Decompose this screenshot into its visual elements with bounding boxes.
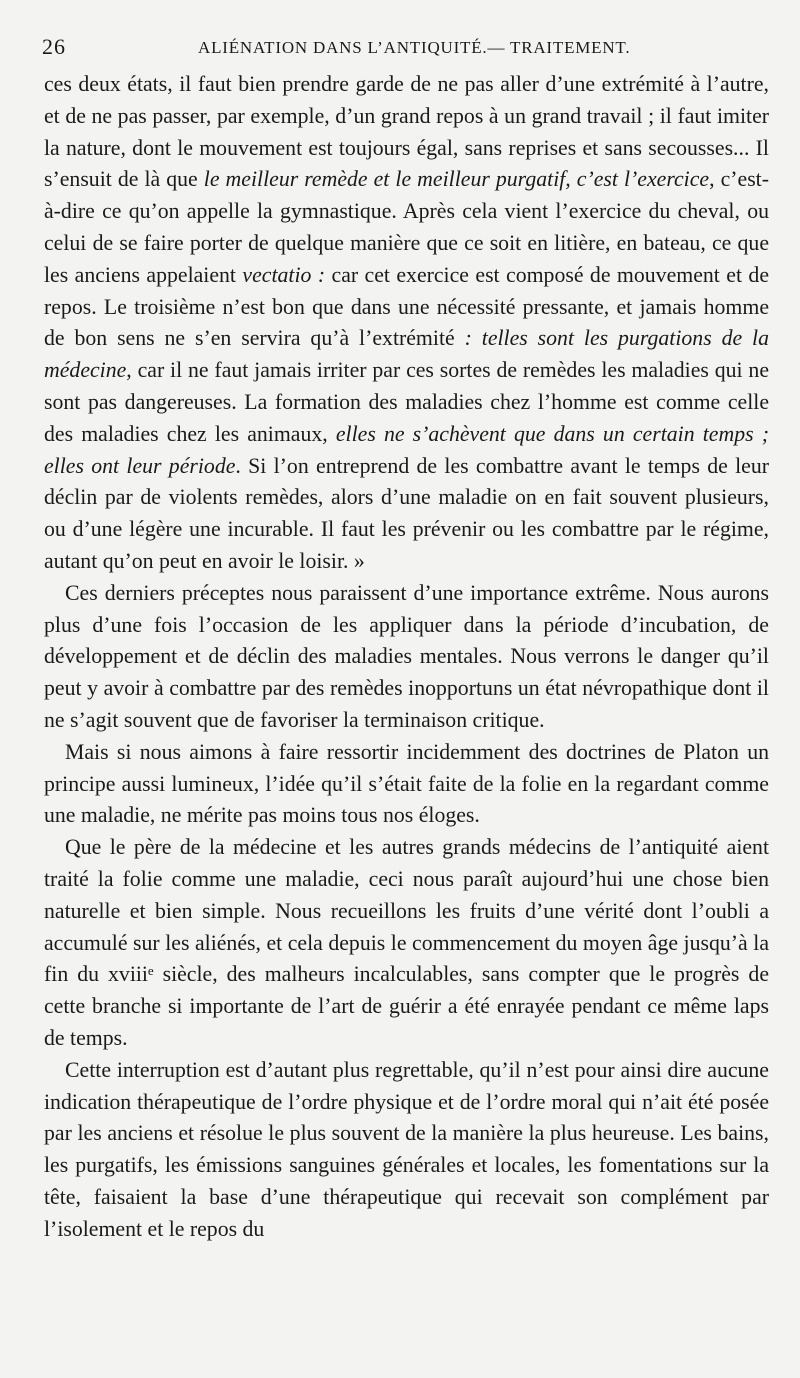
text-segment: . Si l’on entreprend de les combattre avant le temps de leur déclin par de violents remèdes, alors d’une maladie on en fait souvent plusieurs, ou d’une légère une incurable. Il faut les prévenir ou les combattre par le régime, autant qu’on peut en avoir le loisir. » — [44, 453, 769, 573]
text-segment: , c’est-à-dire ce qu’on appelle la gymnastique. Après cela vient l’exercice du cheval, ou celui de se faire porter de quelque manière que ce soit en litière, en bateau, ce que les anciens appelaient — [44, 167, 769, 287]
italic-phrase: : telles sont les purgations de la médecine — [44, 326, 770, 383]
paragraph: Mais si nous aimons à faire ressortir incidemment des doctrines de Platon un principe aussi lumineux, l’idée qu’il s’était faite de la folie en la regardant comme une maladie, ne mérite pas moins tous nos éloges. — [44, 739, 769, 828]
text-column — [44, 69, 769, 1245]
text-segment: , car il ne faut jamais irriter par ces sortes de remèdes les maladies qui ne sont pas dangereuses. La formation des maladies chez l’homme est comme celle des maladies chez les animaux, — [44, 358, 769, 446]
paragraph: Ces derniers préceptes nous paraissent d’une importance extrême. Nous aurons plus d’une fois l’occasion de les appliquer dans la période d’incubation, de développement et de déclin des maladies mentales. Nous verrons le danger qu’il peut y avoir à combattre par des remèdes inopportuns un état névropathique dont il ne s’agit souvent que de favoriser la terminaison critique. — [44, 580, 769, 732]
paragraph: Cette interruption est d’autant plus regrettable, qu’il n’est pour ainsi dire aucune indication thérapeutique de l’ordre physique et de l’ordre moral qui n’ait été posée par les anciens et résolue le plus souvent de la manière la plus heureuse. Les bains, les purgatifs, les émissions sanguines générales et locales, les fomentations sur la tête, faisaient la base d’une thérapeutique qui recevait son complément par l’isolement et le repos du — [44, 1057, 769, 1241]
running-head — [40, 34, 760, 64]
text-segment: ces deux états, il faut bien prendre garde de ne pas aller d’une extrémité à l’autre, et de ne pas passer, par exemple, d’un grand repos à un grand travail ; il faut imiter la nature, dont le mouvement est toujours égal, sans reprises et sans secousses... Il s’ensuit de là que — [44, 72, 769, 192]
italic-phrase: le meilleur remède et le meilleur purgatif, c’est l’exercice — [203, 167, 710, 192]
page-number: 26 — [42, 34, 66, 59]
italic-phrase: elles ne s’achèvent que dans un certain temps ; elles ont leur période — [44, 421, 769, 478]
text-segment: car cet exercice est composé de mouvement et de repos. Le troisième n’est bon que dans une nécessité pressante, et jamais homme de bon sens ne s’en servira qu’à l’extrémité — [44, 262, 769, 351]
running-title: ALIÉNATION DANS L’ANTIQUITÉ.— TRAITEMENT. — [198, 38, 631, 57]
paragraph-quote-continuation — [44, 69, 769, 578]
italic-term: vectatio : — [242, 262, 326, 287]
paragraph: Que le père de la médecine et les autres grands médecins de l’antiquité aient traité la folie comme une maladie, ceci nous paraît aujourd’hui une chose bien naturelle et bien simple. Nous recueillons les fruits d’une vérité dont l’oubli a accumulé sur les aliénés, et cela depuis le commencement du moyen âge jusqu’à la fin du xviiiᵉ siècle, des malheurs incalculables, sans compter que le progrès de cette branche si importante de l’art de guérir a été enrayée pendant ce même laps de temps. — [44, 835, 769, 1050]
